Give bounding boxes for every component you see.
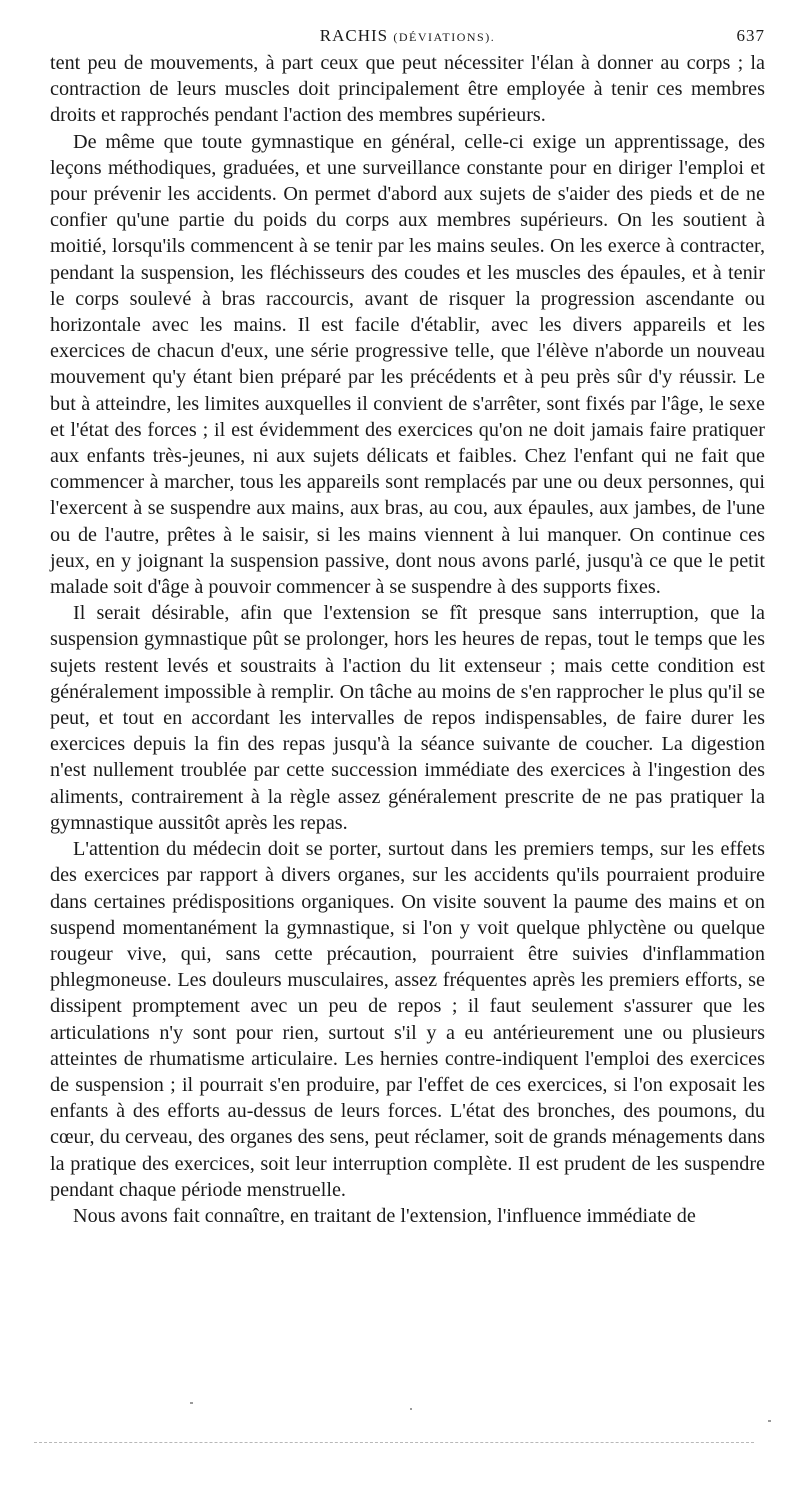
body-text	[50, 50, 765, 1229]
paragraph: De même que toute gymnastique en général, celle-ci exige un apprentissage, des leçons méthodiques, graduées, et une surveillance constante pour en diriger l'emploi et pour prévenir les accidents. On permet d'abord aux sujets de s'aider des pieds et de ne confier qu'une partie du poids du corps aux membres supérieurs. On les soutient à moitié, lorsqu'ils commencent à se tenir par les mains seules. On les exerce à contracter, pendant la suspension, les fléchisseurs des coudes et les muscles des épaules, et à tenir le corps soulevé à bras raccourcis, avant de risquer la progression ascendante ou horizontale avec les mains. Il est facile d'établir, avec les divers appareils et les exercices de chacun d'eux, une série progressive telle, que l'élève n'aborde un nouveau mouvement qu'y étant bien préparé par les précédents et à peu près sûr d'y réussir. Le but à atteindre, les limites auxquelles il convient de s'arrêter, sont fixés par l'âge, le sexe et l'état des forces ; il est évidemment des exercices qu'on ne doit jamais faire pratiquer aux enfants très-jeunes, ni aux sujets délicats et faibles. Chez l'enfant qui ne fait que commencer à marcher, tous les appareils sont remplacés par une ou deux personnes, qui l'exercent à se suspendre aux mains, aux bras, au cou, aux épaules, aux jambes, de l'une ou de l'autre, prêtes à le saisir, si les mains viennent à lui manquer. On continue ces jeux, en y joignant la suspension passive, dont nous avons parlé, jusqu'à ce que le petit malade soit d'âge à pouvoir commencer à se suspendre à des supports fixes.	[50, 130, 765, 599]
paragraph: Nous avons fait connaître, en traitant de l'extension, l'influence immédiate de	[73, 1204, 696, 1227]
running-head	[50, 26, 765, 50]
scan-speck	[410, 1408, 412, 1410]
page	[50, 26, 765, 1229]
running-title	[50, 26, 765, 46]
scan-speck	[190, 1402, 193, 1404]
paragraph: Il serait désirable, afin que l'extension se fît presque sans interruption, que la suspension gymnastique pût se prolonger, hors les heures de repas, tout le temps que les sujets restent levés et soustraits à l'action du lit extenseur ; mais cette condition est généralement impossible à remplir. On tâche au moins de s'en rapprocher le plus qu'il se peut, et tout en accordant les intervalles de repos indispensables, de faire durer les exercices depuis la fin des repas jusqu'à la séance suivante de coucher. La digestion n'est nullement troublée par cette succession immédiate des exercices à l'ingestion des aliments, contrairement à la règle assez généralement prescrite de ne pas pratiquer la gymnastique aussitôt après les repas.	[50, 602, 765, 834]
paragraph: L'attention du médecin doit se porter, surtout dans les premiers temps, sur les effets des exercices par rapport à divers organes, sur les accidents qu'ils pourraient produire dans certaines prédispositions organiques. On visite souvent la paume des mains et on suspend momentanément la gymnastique, si l'on y voit quelque phlyctène ou quelque rougeur vive, qui, sans cette précaution, pourraient être suivies d'inflammation phlegmoneuse. Les douleurs musculaires, assez fréquentes après les premiers efforts, se dissipent promptement avec un peu de repos ; il faut seulement s'assurer que les articulations n'y sont pour rien, surtout s'il y a eu antérieurement une ou plusieurs atteintes de rhumatisme articulaire. Les hernies contre-indiquent l'emploi des exercices de suspension ; il pourrait s'en produire, par l'effet de ces exercices, si l'on exposait les enfants à des efforts au-dessus de leurs forces. L'état des bronches, des poumons, du cœur, du cerveau, des organes des sens, peut réclamer, soit de grands ménagements dans la pratique des exercices, soit leur interruption complète. Il est prudent de les suspendre pendant chaque période menstruelle.	[50, 838, 765, 1201]
running-title-main: RACHIS	[319, 26, 389, 45]
scan-bottom-rule	[34, 1442, 754, 1443]
paragraph-continued: tent peu de mouvements, à part ceux que peut nécessiter l'élan à donner au corps ; la contraction de leurs muscles doit principalement être employée à tenir ces membres droits et rapprochés pendant l'action des membres supérieurs.	[50, 52, 765, 127]
page-number: 637	[736, 26, 765, 45]
scan-speck	[768, 1420, 771, 1422]
running-title-sub: (DÉVIATIONS).	[393, 30, 496, 44]
